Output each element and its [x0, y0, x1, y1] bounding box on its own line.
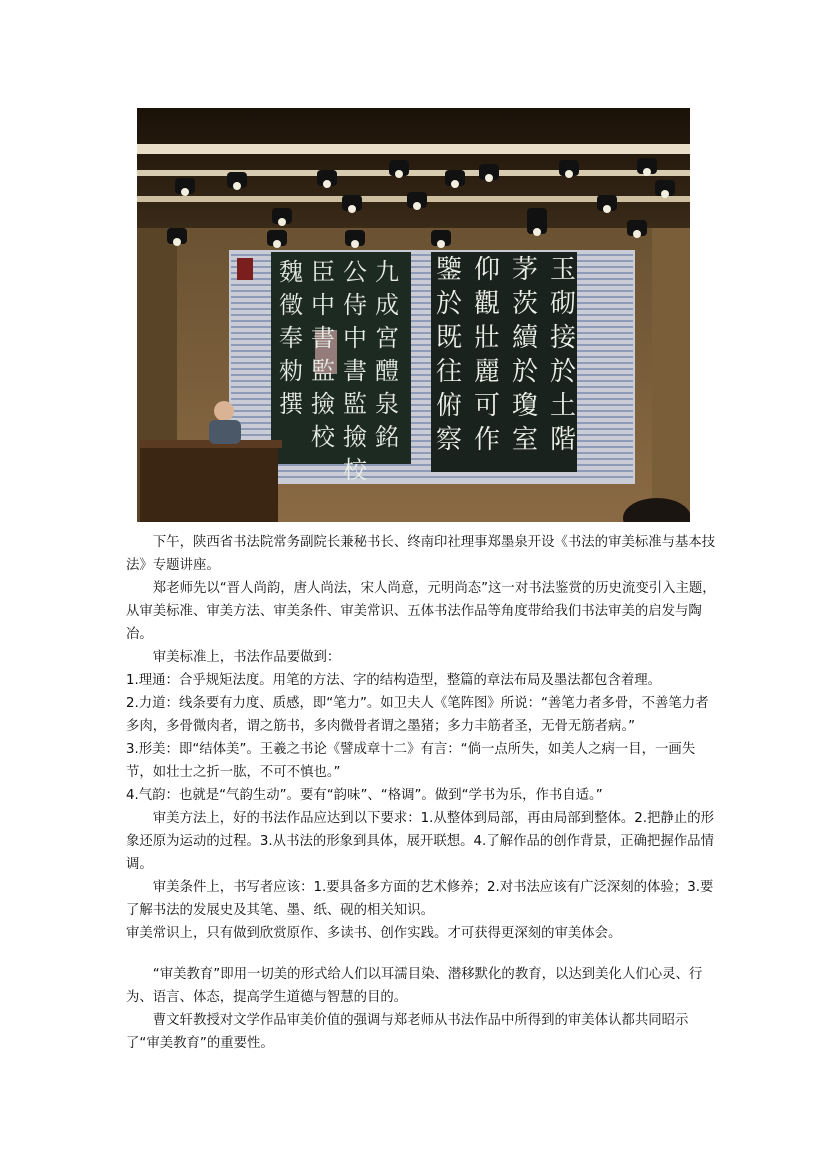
- calligraphy-char: 撿: [311, 390, 335, 418]
- calligraphy-char: 可: [473, 391, 501, 421]
- calligraphy-char: 侍: [343, 291, 367, 319]
- calligraphy-char: 撿: [343, 423, 367, 451]
- paragraph-conclusion: 曹文轩教授对文学作品审美价值的强调与郑老师从书法作品中所得到的审美体认都共同昭示了“审美教育”的重要性。: [126, 1013, 689, 1051]
- paragraph-method: 审美方法上，好的书法作品应达到以下要求：1.从整体到局部，再由局部到整体。2.把静止的形象还原为运动的过程。3.从书法的形象到具体，展开联想。4.了解作品的创作背景，正确把握作品情调。: [126, 811, 714, 872]
- stage-light-lens: [633, 230, 641, 238]
- calligraphy-char: 茨: [511, 289, 539, 319]
- calligraphy-char: 仰: [473, 255, 501, 285]
- calligraphy-char: 銘: [375, 423, 399, 451]
- stage-light-lens: [661, 190, 669, 198]
- podium: [140, 446, 278, 522]
- calligraphy-char: 砌: [549, 289, 577, 319]
- paragraph-history: 郑老师先以“晋人尚韵，唐人尚法，宋人尚意，元明尚态”这一对书法鉴赏的历史流变引入主题，从审美标准、审美方法、审美条件、审美常识、五体书法作品等角度带给我们书法审美的启发与陶冶。: [126, 581, 716, 642]
- calligraphy-char: 往: [435, 357, 463, 387]
- calligraphy-char: 臣: [311, 258, 335, 286]
- calligraphy-char: 察: [435, 425, 463, 455]
- calligraphy-char: 泉: [375, 390, 399, 418]
- calligraphy-char: 九: [375, 258, 399, 286]
- calligraphy-char: 於: [549, 357, 577, 387]
- calligraphy-char: 成: [375, 291, 399, 319]
- stage-light-lens: [278, 218, 286, 226]
- stage-light-lens: [437, 240, 445, 248]
- paragraph-condition: 审美条件上，书写者应该：1.要具备多方面的艺术修养；2.对书法应该有广泛深刻的体验；3.要了解书法的发展史及其笔、墨、纸、砚的相关知识。: [126, 880, 714, 918]
- calligraphy-char: 宮: [375, 324, 399, 352]
- calligraphy-char: 續: [511, 323, 539, 353]
- stage-light-lens: [273, 240, 281, 248]
- calligraphy-char: 監: [311, 357, 335, 385]
- calligraphy-char: 於: [511, 357, 539, 387]
- paragraph-common-sense: 审美常识上，只有做到欣赏原作、多读书、创作实践。才可获得更深刻的审美体会。: [126, 926, 622, 941]
- stage-light-lens: [603, 205, 611, 213]
- paragraph-standard-heading: 审美标准上，书法作品要做到：: [152, 650, 341, 665]
- calligraphy-char: 中: [343, 324, 367, 352]
- calligraphy-char: 瓊: [511, 391, 539, 421]
- calligraphy-char: 室: [511, 425, 539, 455]
- calligraphy-char: 觀: [473, 289, 501, 319]
- calligraphy-char: 奉: [279, 324, 303, 352]
- stage-light-lens: [173, 238, 181, 246]
- speaker-head: [214, 401, 234, 421]
- calligraphy-char: 徵: [279, 291, 303, 319]
- calligraphy-char: 書: [311, 324, 335, 352]
- calligraphy-char: 玉: [549, 255, 577, 285]
- calligraphy-char: 撰: [279, 390, 303, 418]
- calligraphy-char: 茅: [511, 255, 539, 285]
- calligraphy-char: 書: [343, 357, 367, 385]
- calligraphy-char: 魏: [279, 258, 303, 286]
- stage-light-lens: [413, 202, 421, 210]
- lecture-photo: [137, 108, 690, 522]
- list-item-lixing: 1.理通：合乎规矩法度。用笔的方法、字的结构造型，整篇的章法布局及墨法都包含着理。: [126, 673, 662, 688]
- stage-light-lens: [181, 188, 189, 196]
- calligraphy-char: 既: [435, 323, 463, 353]
- paragraph-aesthetic-education: “审美教育”即用一切美的形式给人们以耳濡目染、潜移默化的教育，以达到美化人们心灵、行为、语言、体态，提高学生道德与智慧的目的。: [126, 967, 703, 1005]
- stage-light-lens: [351, 240, 359, 248]
- stage-light-lens: [485, 174, 493, 182]
- calligraphy-char: 壯: [473, 323, 501, 353]
- stage-light-lens: [451, 180, 459, 188]
- calligraphy-char: 麗: [473, 357, 501, 387]
- stage-light-lens: [348, 205, 356, 213]
- list-item-lidao: 2.力道：线条要有力度、质感，即“笔力”。如卫夫人《笔阵图》所说：“善笔力者多骨，不善笔力者多肉，多骨微肉者，谓之筋书，多肉微骨者谓之墨猪；多力丰筋者圣，无骨无筋者病。”: [126, 696, 709, 734]
- stage-light-lens: [233, 182, 241, 190]
- calligraphy-char: 鑒: [435, 255, 463, 285]
- calligraphy-char: 土: [549, 391, 577, 421]
- list-item-qiyun: 4.气韵：也就是“气韵生动”。要有“韵味”、“格调”。做到“学书为乐，作书自适。”: [126, 788, 603, 803]
- paragraph-intro: 下午，陕西省书法院常务副院长兼秘书长、终南印社理事郑墨泉开设《书法的审美标准与基本技法》专题讲座。: [126, 535, 716, 573]
- calligraphy-char: 醴: [375, 357, 399, 385]
- article-body: [126, 531, 716, 1055]
- list-item-xingmei: 3.形美：即“结体美”。王羲之书论《譬成章十二》有言：“倘一点所失，如美人之病一目，一画失节，如壮士之折一肱，不可不慎也。”: [126, 742, 696, 780]
- stage-light-lens: [395, 170, 403, 178]
- calligraphy-char: 於: [435, 289, 463, 319]
- calligraphy-char: 俯: [435, 391, 463, 421]
- speaker-body: [209, 420, 241, 444]
- calligraphy-char: 監: [343, 390, 367, 418]
- calligraphy-char: 勑: [279, 357, 303, 385]
- calligraphy-char: 校: [343, 456, 367, 484]
- calligraphy-char: 校: [311, 423, 335, 451]
- calligraphy-char: 階: [549, 425, 577, 455]
- seal-stamp: [237, 258, 253, 280]
- stage-light-lens: [323, 180, 331, 188]
- stage-light-lens: [533, 228, 541, 236]
- calligraphy-char: 接: [549, 323, 577, 353]
- calligraphy-char: 公: [343, 258, 367, 286]
- stage-light-lens: [643, 168, 651, 176]
- calligraphy-char: 作: [473, 425, 501, 455]
- stage-light-lens: [565, 170, 573, 178]
- calligraphy-char: 中: [311, 291, 335, 319]
- screen-scanline: [231, 476, 633, 478]
- ceiling-beam: [137, 144, 690, 154]
